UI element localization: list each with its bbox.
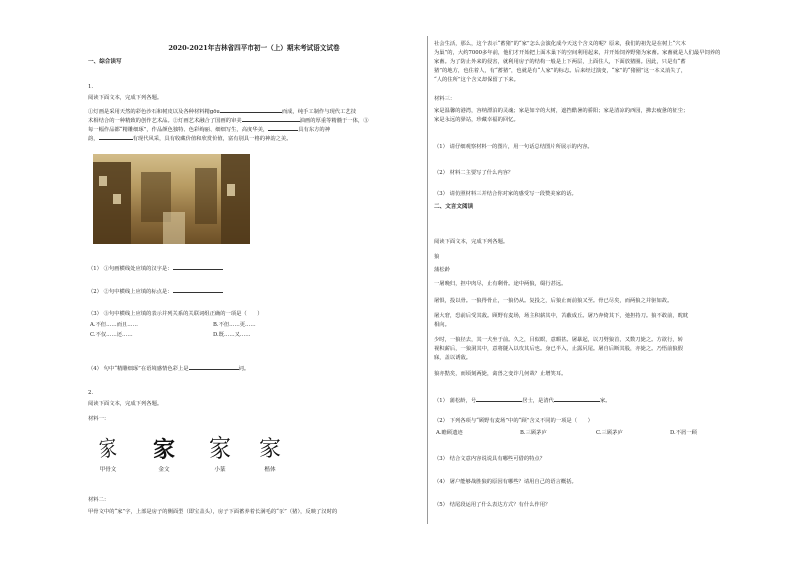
- option-b[interactable]: B.三顾茅庐: [520, 430, 547, 436]
- material2-cont: 家畜。为了防止外来的侵害，就利用房子的结构一般是上下两层，上面住人，下面放猪圈。因此，只是有“蓄: [434, 59, 686, 65]
- glyph-regular: 家 楷体: [258, 437, 281, 473]
- q3-sub2: （2） 下列各项与“顾野有麦场”中的“顾”含义不同的一项是（ ）: [434, 418, 593, 424]
- q1-sub2: （2） ②句中横线上应填的标点是：: [88, 287, 223, 296]
- section-heading-2: 二、文言文阅读: [434, 204, 474, 210]
- q3-sub5: （5） 结尾段运用了什么表达方式？有什么作用？: [434, 502, 551, 508]
- classical-passage-line: 屠惧，投以骨。一狼得骨止，一狼仍从。复投之，后狼止而前狼又至。骨已尽矣，而两狼之并驱如故。: [434, 298, 673, 304]
- material3-text: 家是永远的驿站，珍藏幸福的回忆。: [434, 117, 519, 123]
- classical-passage-line: 寐，盖以诱敌。: [434, 355, 472, 361]
- material1-label: 材料一：: [88, 416, 110, 422]
- material2-cont: 为巢”的，大约7000多年前，他们才开始把上面木巢下的空间利用起来，并开始饲养野猪为家畜。家畜就是人们最早饲养的: [434, 50, 721, 56]
- glyph-oracle: 家 甲骨文: [98, 435, 118, 473]
- column-divider: [427, 36, 428, 524]
- blank[interactable]: [242, 116, 300, 122]
- right-column: [434, 0, 752, 562]
- q2-sub2: （2） 材料二主要写了什么内容？: [434, 170, 514, 176]
- option-d[interactable]: D.既……又……: [213, 332, 251, 338]
- option-b[interactable]: B.不但……更……: [213, 322, 256, 328]
- option-c[interactable]: C.三顾茅庐: [596, 430, 623, 436]
- answer-blank[interactable]: [173, 264, 223, 270]
- material2-label: 材料二：: [88, 497, 110, 503]
- classical-passage-line: 屠大窘，恐前后受其敌。顾野有麦场，场主积薪其中，苫蔽成丘。屠乃奔倚其下，弛担持刀。狼不敢前，眈眈: [434, 313, 689, 319]
- material3-label: 材料三：: [434, 96, 456, 102]
- glyph-bronze: 家 金文: [152, 437, 175, 473]
- q2-sub3: （3） 请仿照材料三并结合你对家的感受写一段赞美家的话。: [434, 191, 577, 197]
- option-d[interactable]: D.不屑一顾: [670, 430, 697, 436]
- q3-sub4: （4） 屠户能够战胜狼的原因有哪些？请用自己的语言概括。: [434, 479, 577, 485]
- jia-character-evolution: [88, 436, 348, 488]
- poem-title: 狼: [434, 254, 440, 260]
- q1-passage-line: ①灯画是采用天然的彩色沙石和树皮以及各种材料精gōu 而成，纯手工制作与现代工艺技: [88, 109, 356, 115]
- option-a[interactable]: A.瞻顾遗迹: [436, 430, 463, 436]
- q3-sub1: （1） 蒲松龄，号 居士，是清代 家。: [434, 398, 611, 404]
- material2-cont: “人的住所”这个含义却保留了下来。: [434, 77, 519, 83]
- poem-author: 蒲松龄: [434, 267, 450, 273]
- material3-text: 家是温馨的港湾，容纳漂泊的灵魂；家是如辛的大树，遮挡酷暑的骄阳；家是清凉的西园，拂去疲惫的征尘；: [434, 108, 689, 114]
- material2-text: 甲骨文中的“家”字，上部是房子的侧面型（即宝盖头），房子下面蓄养着长满毛的“豕”（猪），反映了汉时的: [88, 509, 338, 515]
- q1-passage-line: 术相结合的一种精致的创作艺术品。②灯画艺术融合了国画的审美 油画的厚重等精髓于一体，③: [88, 118, 369, 124]
- material2-cont: 猪”的地方，也住着人，有“蓄猪”，也就是有“人家”的标志。后来经过演变，“家”的“猪圈”这一本义消失了，: [434, 68, 687, 74]
- q1-sub1: （1） ①句画横线处应填的汉字是：: [88, 264, 223, 273]
- classical-passage-line: 视积薪后，一狼洞其中，意将隧入以攻其后也。身已半入，止露尻尾。屠自后断其股，亦毙之。乃悟前狼假: [434, 346, 683, 352]
- lamp-painting-image: [93, 154, 250, 244]
- classical-passage-line: 狼亦黠矣，而顷刻两毙，禽兽之变诈几何哉？止增笑耳。: [434, 371, 567, 377]
- blank[interactable]: [268, 125, 298, 131]
- q2-number: 2.: [88, 390, 94, 396]
- q1-passage-line: 韵， 有现代风采，具有收藏价值和欣赏价值，富有别具一格的神韵之美。: [88, 136, 292, 142]
- material2-cont: 社会生活，那么，这个表示“蓄猪”的“家”怎么会演化成今天这个含义的呢？原来，我们的祖先是在树上“穴木: [434, 41, 686, 47]
- q2-sub1: （1） 请仔细观察材料一的图片，用一句话总结图片所展示的内容。: [434, 144, 593, 150]
- classical-passage-line: 相向。: [434, 322, 450, 328]
- blank[interactable]: [220, 107, 282, 113]
- section-heading-1: 一、综合读写: [88, 59, 122, 65]
- option-a[interactable]: A.不但……而且……: [90, 322, 138, 328]
- q1-sub4: （4） 句中“精雕细琢”在语境感情色彩上是 词。: [88, 366, 250, 372]
- answer-blank[interactable]: [476, 396, 522, 402]
- q3-intro: 阅读下面文本，完成下列各题。: [434, 239, 509, 245]
- q2-intro: 阅读下面文本，完成下列各题。: [88, 401, 163, 407]
- q1-passage-line: 每一幅作品都“精雕细琢”，作品颜色独特、色彩绚丽、细细写生，高度华美， 具有东方的神: [88, 127, 331, 133]
- option-c[interactable]: C.不仅……还……: [90, 332, 133, 338]
- q1-sub3: （3） ③句中横线上应填的表示并列关系的关联词组正确的一项是（ ）: [88, 311, 263, 317]
- answer-blank[interactable]: [189, 364, 239, 370]
- classical-passage-line: 少时，一狼径去，其一犬坐于前。久之，目似瞑，意暇甚。屠暴起，以刀劈狼首，又数刀毙之。方欲行，转: [434, 337, 683, 343]
- answer-blank[interactable]: [554, 396, 600, 402]
- left-column: [88, 0, 420, 562]
- q3-sub3: （3） 结合文意内容说说具有哪些可借的特点？: [434, 456, 546, 462]
- classical-passage-line: 一屠晚归，担中肉尽，止有剩骨。途中两狼，缀行甚远。: [434, 281, 567, 287]
- q1-number: 1.: [88, 84, 94, 90]
- answer-blank[interactable]: [173, 287, 223, 293]
- q1-intro: 阅读下面文本，完成下列各题。: [88, 95, 163, 101]
- blank[interactable]: [99, 134, 133, 140]
- exam-title: 2020-2021年吉林省四平市初一（上）期末考试语文试卷: [168, 44, 340, 52]
- glyph-seal: 家 小篆: [208, 435, 231, 473]
